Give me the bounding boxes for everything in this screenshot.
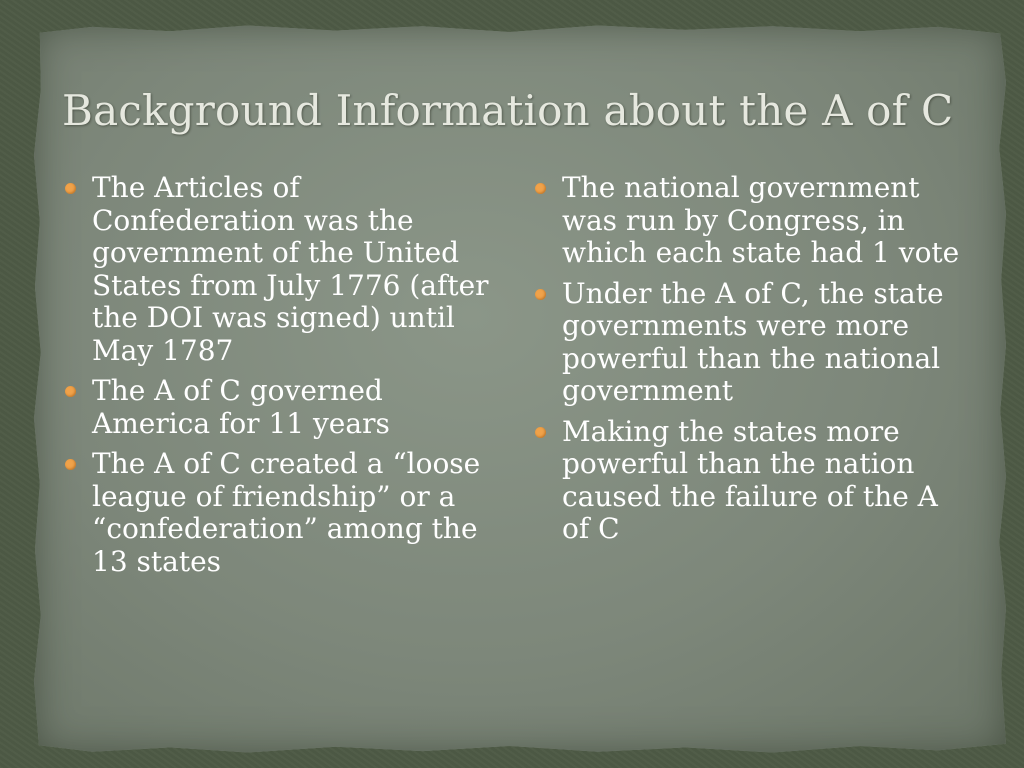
- bullet-text: The A of C governed America for 11 years: [92, 374, 390, 440]
- slide-title: Background Information about the A of C: [62, 86, 954, 135]
- bullet-icon: [535, 427, 546, 438]
- right-bullet-column: [532, 172, 972, 554]
- bullet-item: [62, 448, 502, 578]
- bullet-text: The national government was run by Congress, in which each state had 1 vote: [562, 171, 960, 269]
- bullet-text: The A of C created a “loose league of friendship” or a “confederation” among the 13 states: [92, 447, 481, 578]
- bullet-item: [62, 172, 502, 367]
- bullet-icon: [535, 183, 546, 194]
- bullet-item: [532, 278, 972, 408]
- left-bullet-column: [62, 172, 502, 586]
- bullet-text: Under the A of C, the state governments were more powerful than the national government: [562, 276, 944, 407]
- bullet-text: The Articles of Confederation was the government of the United States from July 1776 (after the DOI was signed) until May 1787: [92, 171, 489, 367]
- bullet-icon: [65, 459, 76, 470]
- bullet-item: [532, 416, 972, 546]
- bullet-icon: [65, 183, 76, 194]
- bullet-item: [532, 172, 972, 270]
- bullet-text: Making the states more powerful than the nation caused the failure of the A of C: [562, 414, 938, 545]
- bullet-item: [62, 375, 502, 440]
- bullet-icon: [535, 289, 546, 300]
- bullet-icon: [65, 386, 76, 397]
